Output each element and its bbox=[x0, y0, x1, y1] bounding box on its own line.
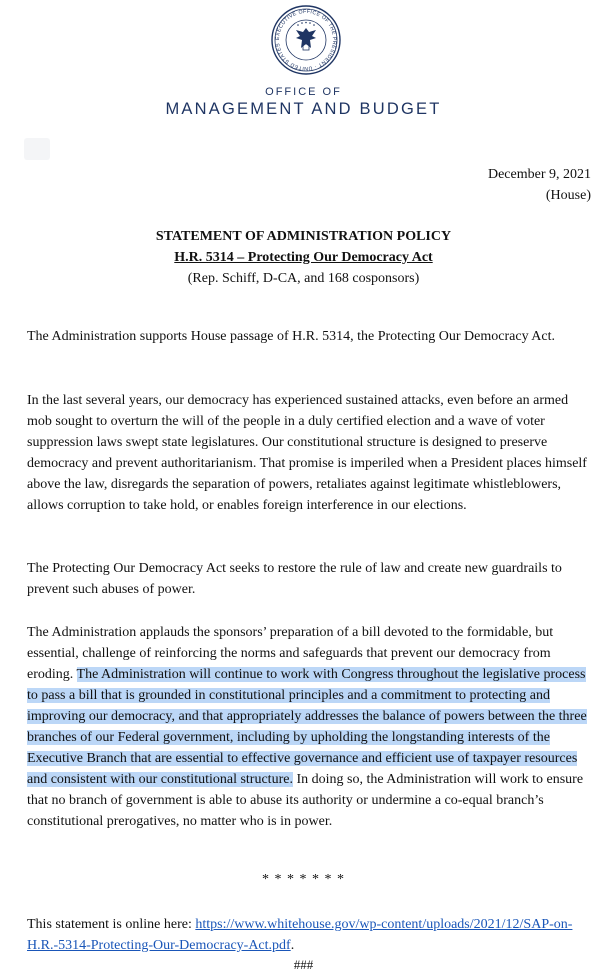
bill-title: H.R. 5314 – Protecting Our Democracy Act bbox=[174, 250, 433, 265]
date-block bbox=[488, 164, 591, 206]
statement-title: STATEMENT OF ADMINISTRATION POLICY bbox=[155, 229, 452, 244]
statement-pdf-link[interactable]: https://www.whitehouse.gov/wp-content/uploads/2021/12/SAP-on-H.R.-5314-Protecting-Our-Democracy-Act.pdf bbox=[27, 917, 573, 953]
online-suffix: . bbox=[290, 938, 295, 953]
svg-text:EXECUTIVE OFFICE OF THE PRESID: EXECUTIVE OFFICE OF THE PRESIDENT · UNITED STATES bbox=[274, 8, 338, 72]
paragraph-position-end: In doing so, the Administration will work to ensure that no branch of government is able to abuse its authority or undermine a co-equal branch’s constitutional prerogatives, no matter who is in power. bbox=[27, 772, 584, 829]
paragraph-purpose: The Protecting Our Democracy Act seeks to restore the rule of law and create new guardrails to prevent such abuses of power. bbox=[27, 561, 562, 597]
paragraph-position bbox=[27, 622, 593, 832]
faint-placeholder-box bbox=[24, 138, 50, 160]
omb-seal-icon bbox=[270, 4, 342, 76]
eagle-icon bbox=[296, 28, 316, 50]
end-mark: ### bbox=[293, 957, 314, 972]
statement-heading bbox=[0, 226, 607, 289]
section-separator: * * * * * * * bbox=[262, 872, 345, 887]
sponsors-line: (Rep. Schiff, D-CA, and 168 cosponsors) bbox=[187, 271, 420, 286]
highlighted-selection[interactable]: The Administration will continue to work with Congress throughout the legislative process to pass a bill that is grounded in constitutional principles and a commitment to protecting and improving our democracy, and that appropriately addresses the balance of powers between the three branches of our Federal government, including by upholding the longstanding interests of the Executive Branch that are essential to effective governance and efficient use of taxpayer resources and consistent with our constitutional structure. bbox=[27, 667, 587, 787]
paragraph-position-start: The Administration applauds the sponsors’ preparation of a bill devoted to the formidable, but essential, challenge of reinforcing the norms and safeguards that prevent our democracy from eroding. bbox=[27, 625, 554, 682]
online-statement bbox=[27, 914, 593, 956]
statement-date: December 9, 2021 bbox=[487, 167, 591, 182]
paragraph-support: The Administration supports House passage of H.R. 5314, the Protecting Our Democracy Act. bbox=[27, 329, 556, 344]
online-prefix: This statement is online here: bbox=[27, 917, 196, 932]
chamber-label: (House) bbox=[545, 188, 591, 203]
agency-name: MANAGEMENT AND BUDGET bbox=[165, 100, 442, 118]
paragraph-context: In the last several years, our democracy has experienced sustained attacks, even before an armed mob sought to overturn the will of the people in a duly certified election and a wave of voter suppression laws swept state legislatures. Our constitutional structure is designed to preserve democracy and prevent authoritarianism. That promise is imperiled when a President places himself above the law, disregards the separation of powers, retaliates against legitimate whistleblowers, allows corruption to take hold, or enables foreign interference in our elections. bbox=[27, 393, 587, 513]
office-label: OFFICE OF bbox=[265, 86, 342, 98]
